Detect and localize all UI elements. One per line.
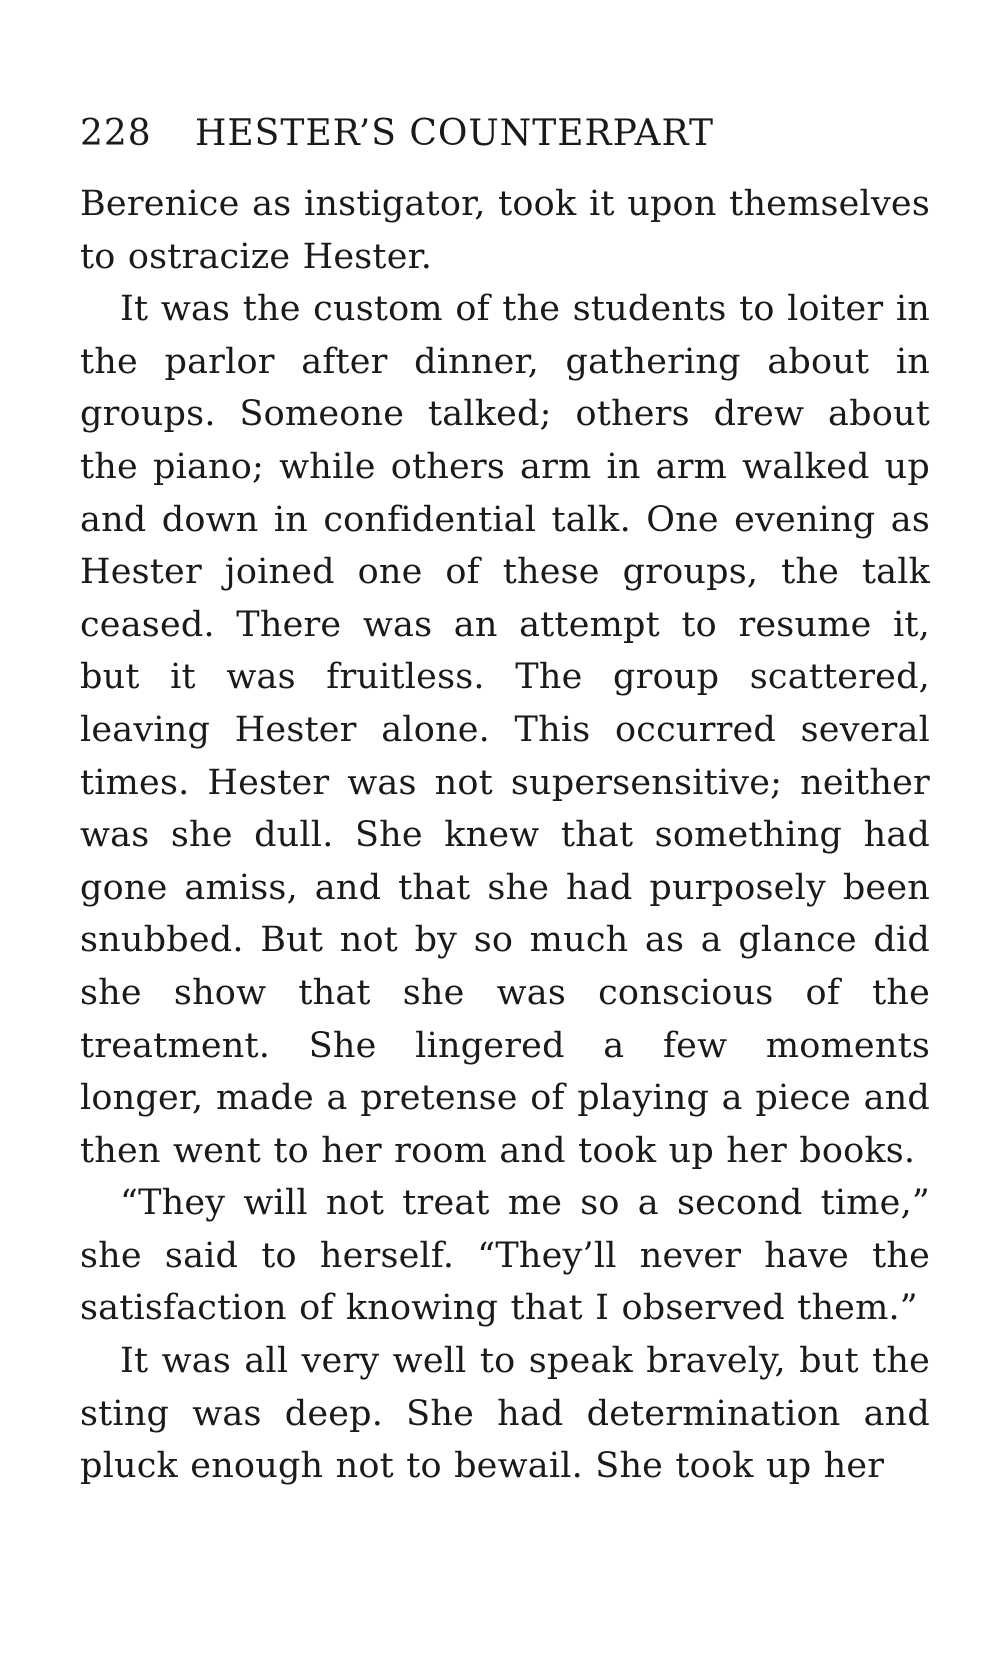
page-number: 228	[80, 113, 152, 154]
body-text	[80, 178, 930, 1493]
paragraph: It was the custom of the students to loiter in the parlor after dinner, gathering about in groups. Someone talked; others drew about the piano; while others arm in arm walked up and down in confidential talk. One evening as Hester joined one of these groups, the talk ceased. There was an attempt to resume it, but it was fruitless. The group scattered, leaving Hester alone. This occurred several times. Hester was not supersensitive; neither was she dull. She knew that something had gone amiss, and that she had purposely been snubbed. But not by so much as a glance did she show that she was conscious of the treatment. She lingered a few moments longer, made a pretense of playing a piece and then went to her room and took up her books.	[80, 289, 930, 1171]
book-page	[80, 110, 930, 1493]
running-head	[80, 110, 930, 158]
paragraph-continued: Berenice as instigator, took it upon themselves to ostracize Hester.	[80, 184, 930, 277]
book-title: HESTER’S COUNTERPART	[195, 113, 715, 154]
paragraph: “They will not treat me so a second time,” she said to herself. “They’ll never have the satisfaction of knowing that I observed them.”	[80, 1183, 930, 1329]
paragraph: It was all very well to speak bravely, but the sting was deep. She had determination and pluck enough not to bewail. She took up her	[80, 1341, 930, 1487]
